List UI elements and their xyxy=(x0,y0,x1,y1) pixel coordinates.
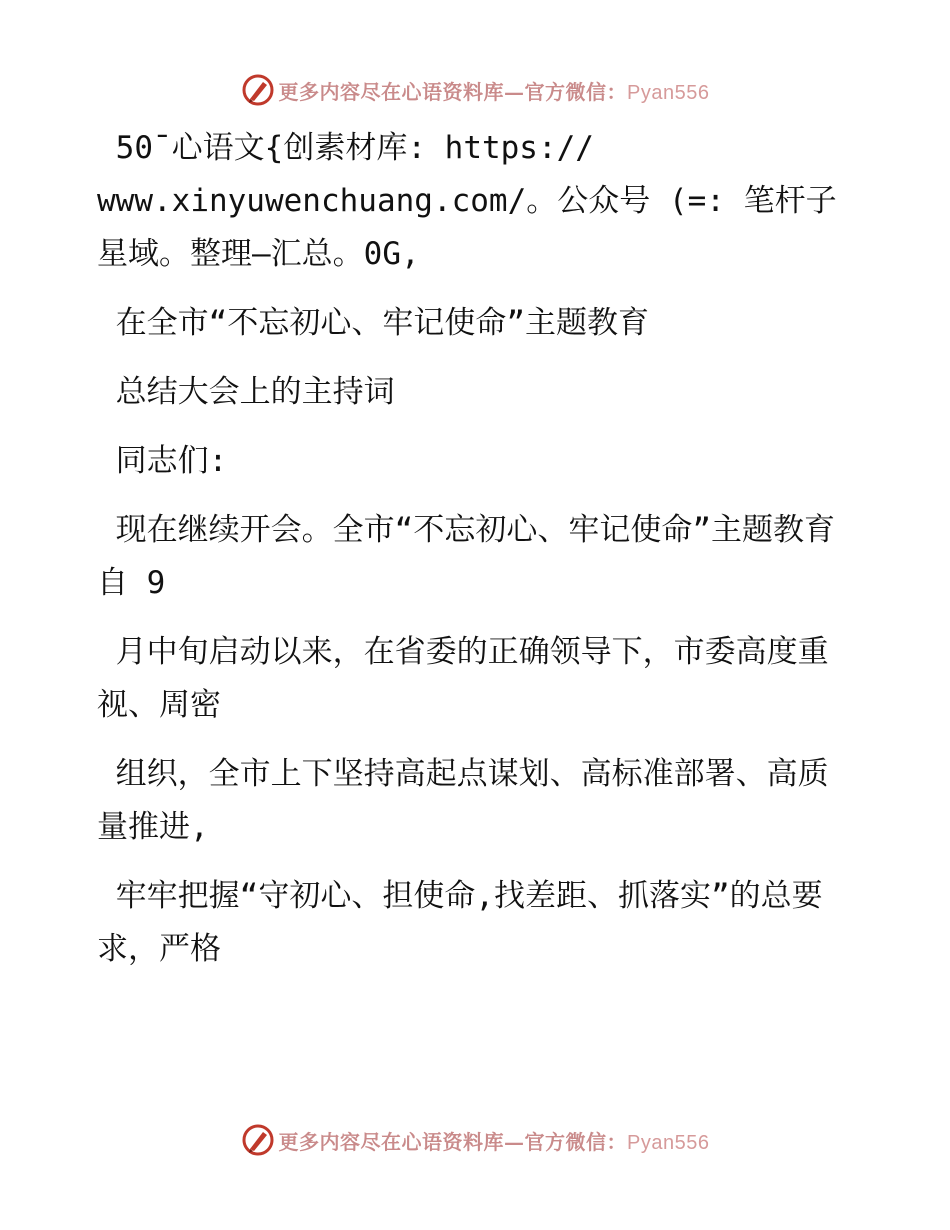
doc-title-line-2: 总结大会上的主持词 xyxy=(97,374,395,410)
header-wechat-id: Pyan556 xyxy=(627,81,710,104)
footer-banner xyxy=(0,1120,950,1160)
document-body xyxy=(97,122,857,992)
header-banner-text: 更多内容尽在心语资料库—官方微信：Pyan556 xyxy=(278,79,710,104)
pen-logo-icon xyxy=(241,73,275,107)
doc-paragraph: 现在继续开会。全市“不忘初心、牢记使命”主题教育自 9 xyxy=(97,512,835,601)
doc-salutation: 同志们: xyxy=(97,443,228,479)
footer-wechat-id: Pyan556 xyxy=(627,1131,710,1154)
doc-paragraph: 组织，全市上下坚持高起点谋划、高标准部署、高质量推进, xyxy=(97,756,829,845)
doc-paragraph-source-note: 50¯心语文{创素材库: https:// www.xinyuwenchuang.com/。公众号 (=: 笔杆子星域。整理—汇总。0G, xyxy=(97,130,837,272)
doc-title-line-1: 在全市“不忘初心、牢记使命”主题教育 xyxy=(97,305,649,341)
pen-logo-icon xyxy=(241,1123,275,1157)
doc-paragraph: 牢牢把握“守初心、担使命,找差距、抓落实”的总要求，严格 xyxy=(97,878,823,967)
doc-paragraph: 月中旬启动以来，在省委的正确领导下，市委高度重视、周密 xyxy=(97,634,829,723)
footer-banner-text: 更多内容尽在心语资料库—官方微信：Pyan556 xyxy=(278,1129,710,1154)
header-banner xyxy=(0,70,950,110)
